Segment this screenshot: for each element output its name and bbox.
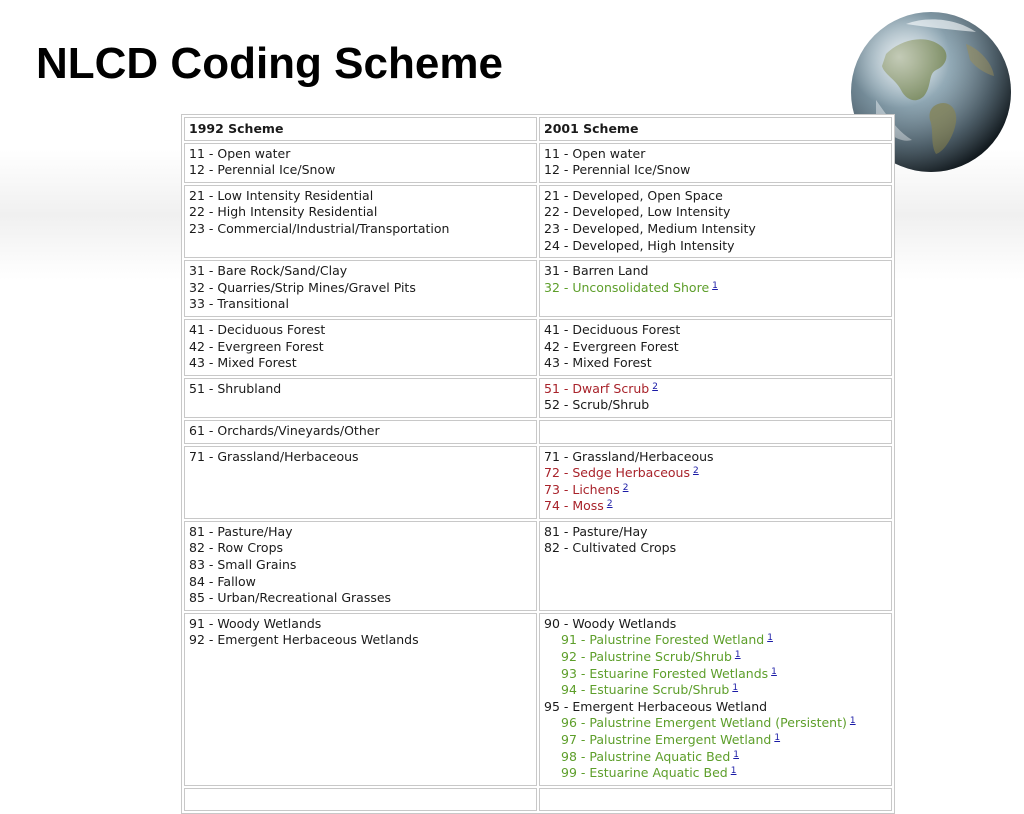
class-label: 43 - Mixed Forest: [544, 355, 652, 371]
class-entry: [544, 381, 888, 398]
cell-2001-scheme: [539, 260, 892, 317]
table-row: [184, 420, 892, 444]
class-label: 73 - Lichens: [544, 481, 620, 497]
cell-2001-scheme: [539, 788, 892, 812]
header-1992-scheme: 1992 Scheme: [184, 117, 537, 141]
class-label: 71 - Grassland/Herbaceous: [189, 448, 359, 464]
class-entry: [544, 699, 888, 716]
class-entry: [189, 449, 533, 466]
class-entry: [544, 238, 888, 255]
class-entry: [544, 280, 888, 297]
class-entry: [189, 557, 533, 574]
table-row: [184, 788, 892, 812]
footnote-link[interactable]: 1: [732, 683, 739, 694]
cell-2001-scheme: [539, 319, 892, 376]
footnote-link[interactable]: 1: [733, 749, 740, 760]
footnote-link[interactable]: 1: [771, 666, 777, 677]
header-2001-scheme: 2001 Scheme: [539, 117, 892, 141]
class-label: 84 - Fallow: [189, 573, 256, 589]
class-label: 42 - Evergreen Forest: [544, 338, 679, 354]
class-entry: [189, 524, 533, 541]
class-entry: [544, 632, 888, 649]
class-label: 61 - Orchards/Vineyards/Other: [189, 422, 380, 438]
class-label: 23 - Commercial/Industrial/Transportation: [189, 220, 450, 236]
class-entry: [189, 355, 533, 372]
class-label: 74 - Moss: [544, 498, 604, 514]
cell-1992-scheme: [184, 185, 537, 258]
class-label: 11 - Open water: [544, 145, 646, 161]
table-row: [184, 521, 892, 611]
cell-1992-scheme: [184, 613, 537, 786]
class-label: 91 - Woody Wetlands: [189, 615, 322, 631]
class-label: 24 - Developed, High Intensity: [544, 237, 735, 253]
class-label: 91 - Palustrine Forested Wetland: [561, 632, 765, 648]
class-label: 21 - Low Intensity Residential: [189, 187, 374, 203]
class-entry: [544, 449, 888, 466]
class-entry: [189, 590, 533, 607]
class-entry: [189, 162, 533, 179]
class-entry: [189, 339, 533, 356]
class-entry: [189, 296, 533, 313]
footnote-link[interactable]: 1: [734, 650, 741, 661]
class-entry: [544, 146, 888, 163]
class-label: 92 - Palustrine Scrub/Shrub: [561, 649, 732, 665]
class-label: 23 - Developed, Medium Intensity: [544, 220, 756, 236]
class-entry: [544, 649, 888, 666]
cell-2001-scheme: [539, 521, 892, 611]
class-entry: [544, 666, 888, 683]
table-row: [184, 143, 892, 183]
class-entry: [189, 616, 533, 633]
class-entry: [544, 188, 888, 205]
table-row: [184, 260, 892, 317]
class-entry: [544, 339, 888, 356]
class-entry: [189, 263, 533, 280]
footnote-link[interactable]: 1: [730, 766, 737, 777]
class-label: 22 - Developed, Low Intensity: [544, 204, 731, 220]
class-entry: [544, 397, 888, 414]
class-entry: [544, 465, 888, 482]
class-label: 41 - Deciduous Forest: [544, 321, 681, 337]
class-entry: [544, 732, 888, 749]
class-entry: [544, 540, 888, 557]
class-label: 31 - Barren Land: [544, 263, 649, 279]
class-entry: [544, 715, 888, 732]
class-label: 21 - Developed, Open Space: [544, 187, 723, 203]
class-label: 92 - Emergent Herbaceous Wetlands: [189, 632, 419, 648]
class-label: 90 - Woody Wetlands: [544, 615, 677, 631]
footnote-link[interactable]: 1: [849, 716, 856, 727]
class-label: 93 - Estuarine Forested Wetlands: [561, 665, 769, 681]
table-header-row: [184, 117, 892, 141]
class-label: 12 - Perennial Ice/Snow: [189, 162, 336, 178]
cell-2001-scheme: [539, 420, 892, 444]
class-label: 22 - High Intensity Residential: [189, 204, 378, 220]
class-entry: [544, 524, 888, 541]
class-entry: [189, 632, 533, 649]
class-label: 81 - Pasture/Hay: [189, 523, 293, 539]
class-label: 96 - Palustrine Emergent Wetland (Persistent): [561, 715, 847, 731]
class-entry: [544, 221, 888, 238]
cell-1992-scheme: [184, 788, 537, 812]
class-entry: [544, 749, 888, 766]
class-label: 12 - Perennial Ice/Snow: [544, 162, 691, 178]
class-entry: [544, 482, 888, 499]
class-label: 81 - Pasture/Hay: [544, 523, 648, 539]
footnote-link[interactable]: 2: [693, 466, 699, 477]
class-label: 33 - Transitional: [189, 296, 289, 312]
cell-1992-scheme: [184, 521, 537, 611]
table-row: [184, 446, 892, 519]
class-entry: [544, 162, 888, 179]
class-label: 52 - Scrub/Shrub: [544, 397, 650, 413]
cell-1992-scheme: [184, 319, 537, 376]
table-row: [184, 378, 892, 418]
class-label: 83 - Small Grains: [189, 557, 297, 573]
cell-1992-scheme: [184, 143, 537, 183]
class-entry: [189, 574, 533, 591]
footnote-link[interactable]: 1: [712, 280, 718, 291]
footnote-link[interactable]: 1: [767, 633, 773, 644]
class-entry: [544, 322, 888, 339]
class-label: 51 - Dwarf Scrub: [544, 380, 650, 396]
class-label: 41 - Deciduous Forest: [189, 321, 326, 337]
class-label: 82 - Cultivated Crops: [544, 540, 677, 556]
class-entry: [544, 355, 888, 372]
class-entry: [544, 263, 888, 280]
class-entry: [189, 322, 533, 339]
class-label: 43 - Mixed Forest: [189, 355, 297, 371]
class-entry: [544, 204, 888, 221]
table-row: [184, 185, 892, 258]
class-label: 82 - Row Crops: [189, 540, 284, 556]
cell-2001-scheme: [539, 446, 892, 519]
class-entry: [189, 146, 533, 163]
cell-2001-scheme: [539, 185, 892, 258]
class-label: 11 - Open water: [189, 145, 291, 161]
cell-2001-scheme: [539, 143, 892, 183]
class-label: 32 - Quarries/Strip Mines/Gravel Pits: [189, 279, 416, 295]
class-entry: [189, 204, 533, 221]
class-entry: [544, 682, 888, 699]
class-entry: [189, 381, 533, 398]
footnote-link[interactable]: 2: [606, 499, 613, 510]
class-label: 98 - Palustrine Aquatic Bed: [561, 748, 731, 764]
class-entry: [189, 188, 533, 205]
class-label: 99 - Estuarine Aquatic Bed: [561, 765, 728, 781]
class-entry: [189, 423, 533, 440]
slide-title: NLCD Coding Scheme: [36, 39, 503, 88]
class-entry: [189, 280, 533, 297]
class-label: 71 - Grassland/Herbaceous: [544, 448, 714, 464]
class-entry: [189, 221, 533, 238]
class-label: 51 - Shrubland: [189, 380, 282, 396]
coding-scheme-table: [181, 114, 895, 814]
class-entry: [544, 498, 888, 515]
cell-2001-scheme: [539, 613, 892, 786]
class-entry: [544, 616, 888, 633]
class-label: 85 - Urban/Recreational Grasses: [189, 590, 392, 606]
table-row: [184, 319, 892, 376]
table-row: [184, 613, 892, 786]
class-label: 72 - Sedge Herbaceous: [544, 465, 690, 481]
cell-1992-scheme: [184, 260, 537, 317]
cell-1992-scheme: [184, 420, 537, 444]
footnote-link[interactable]: 1: [774, 733, 781, 743]
class-entry: [189, 540, 533, 557]
class-label: 31 - Bare Rock/Sand/Clay: [189, 263, 348, 279]
footnote-link[interactable]: 2: [652, 381, 658, 392]
class-label: 97 - Palustrine Emergent Wetland: [561, 732, 772, 747]
cell-1992-scheme: [184, 446, 537, 519]
cell-1992-scheme: [184, 378, 537, 418]
footnote-link[interactable]: 2: [622, 482, 629, 493]
class-label: 32 - Unconsolidated Shore: [544, 279, 710, 295]
class-label: 42 - Evergreen Forest: [189, 338, 324, 354]
cell-2001-scheme: [539, 378, 892, 418]
class-label: 95 - Emergent Herbaceous Wetland: [544, 698, 768, 714]
class-label: 94 - Estuarine Scrub/Shrub: [561, 682, 730, 698]
